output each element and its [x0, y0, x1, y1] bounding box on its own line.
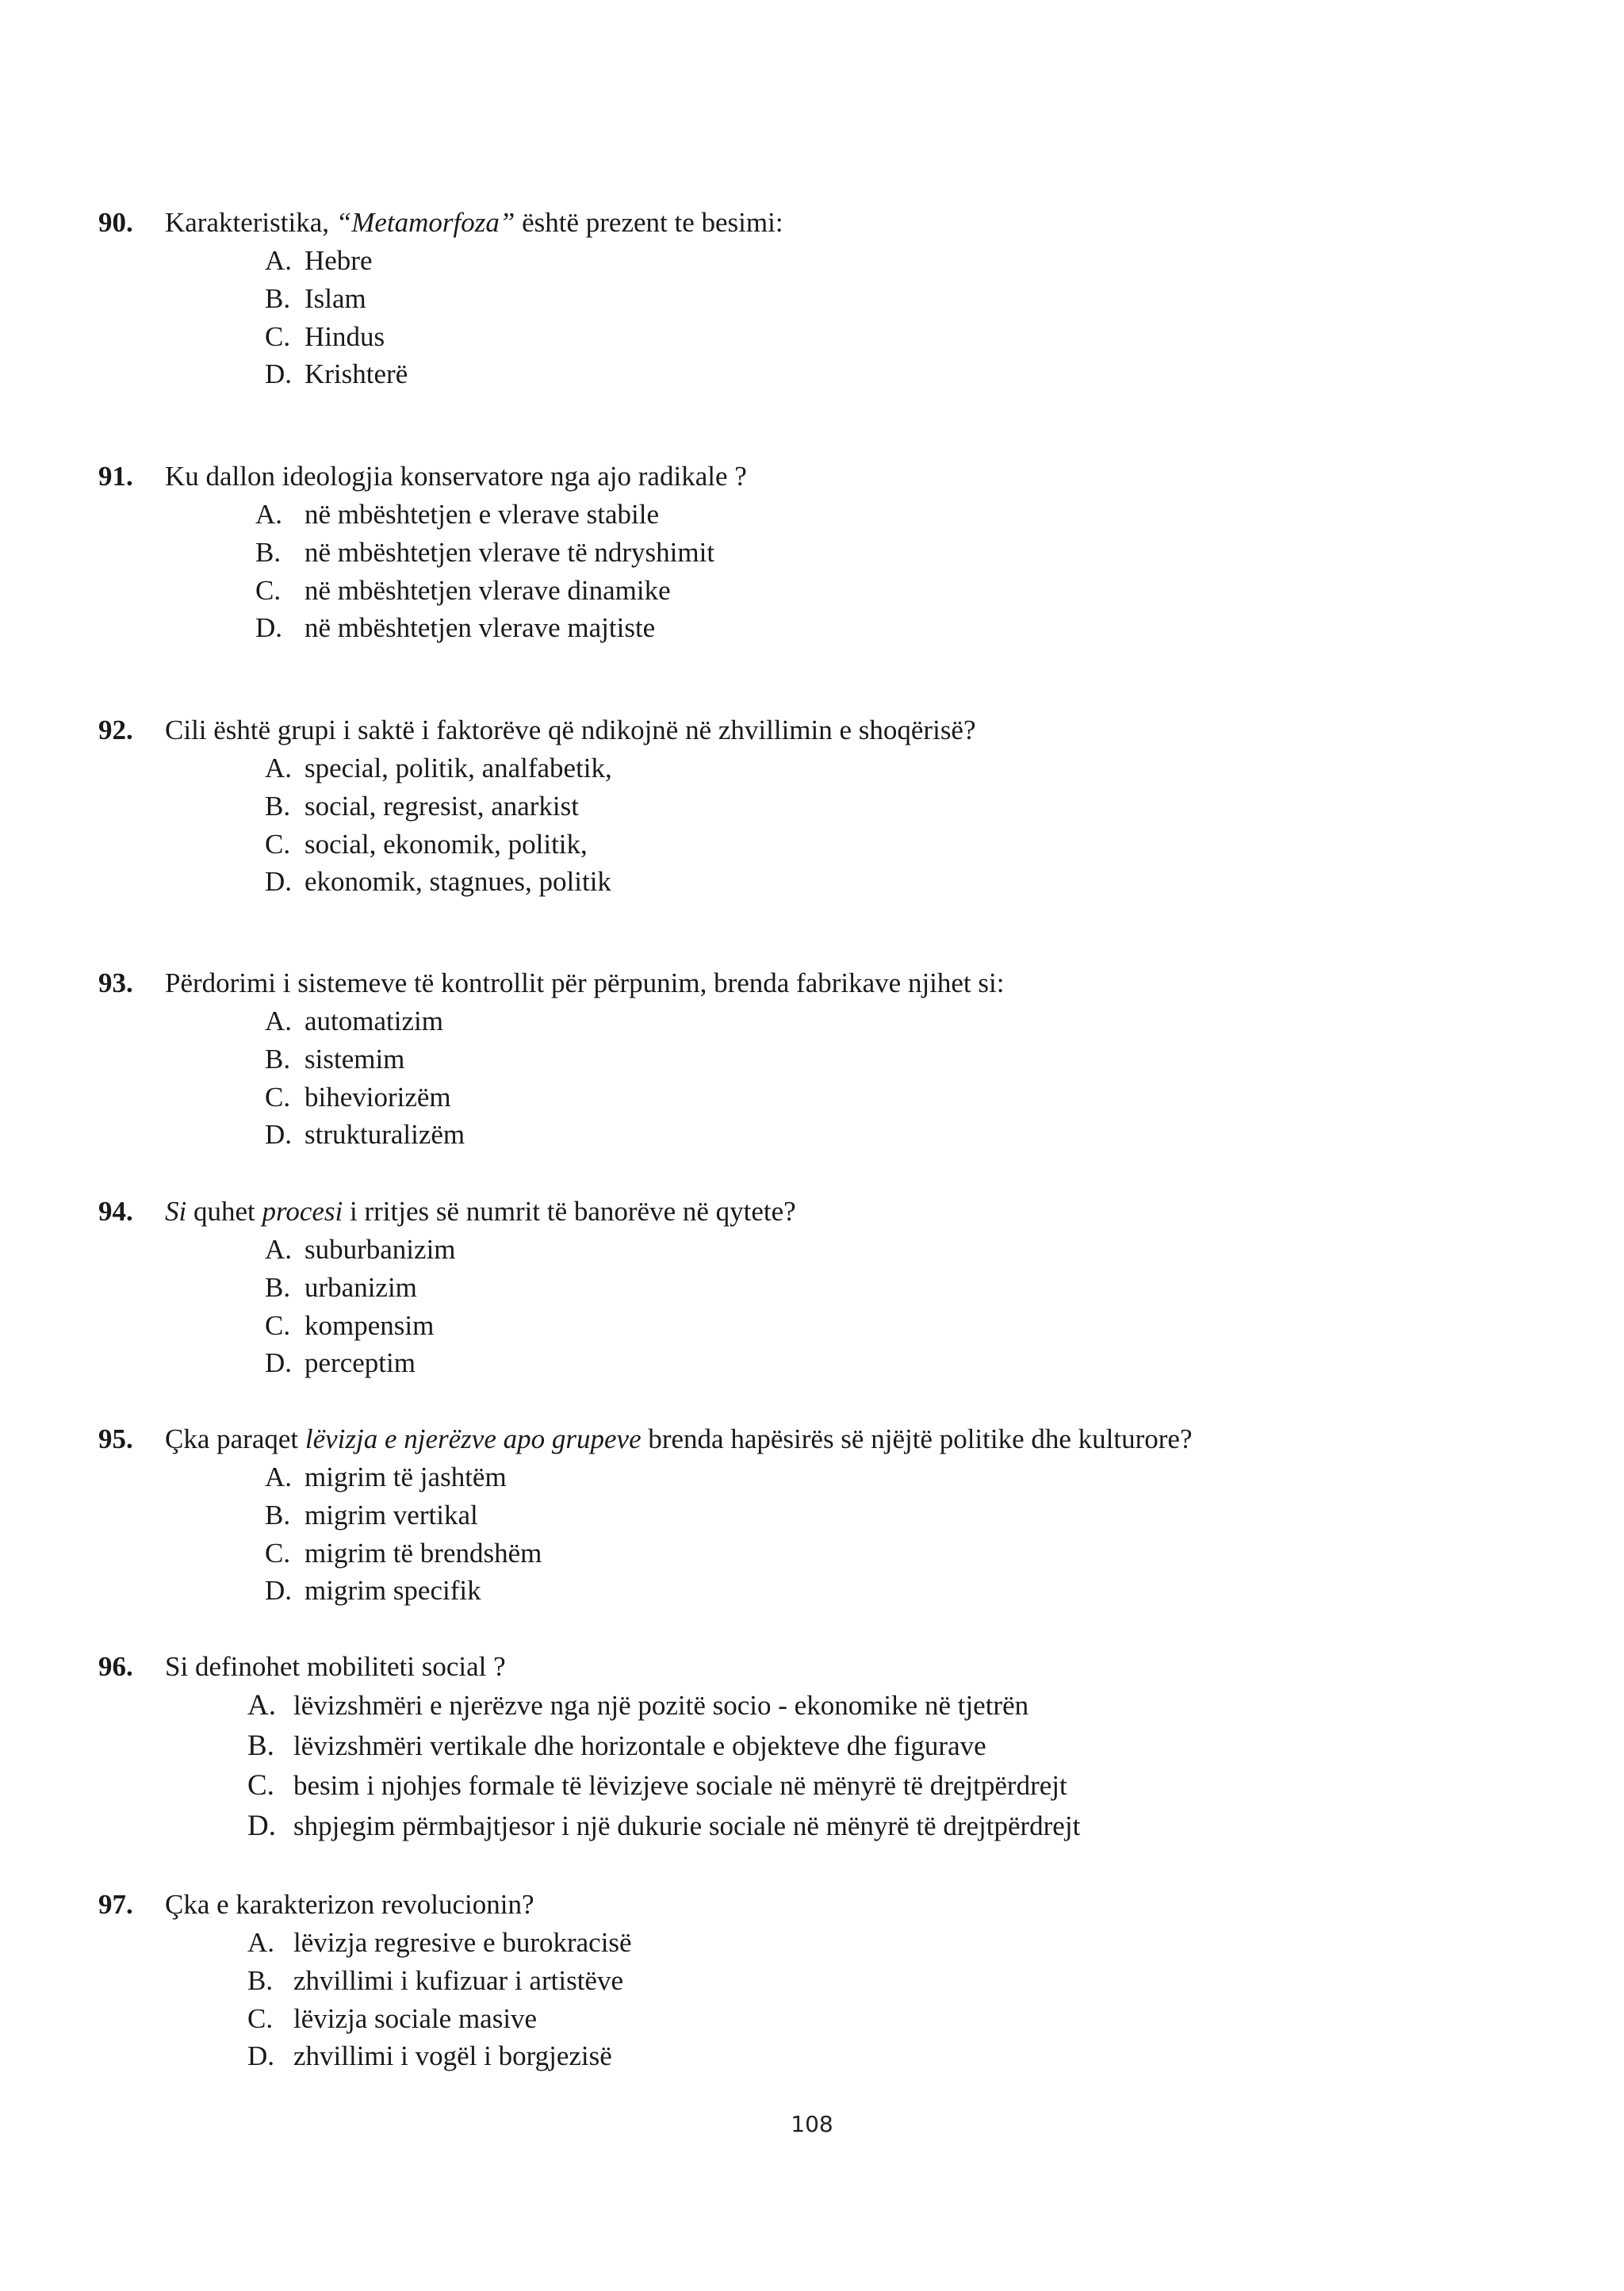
option-letter: A.: [265, 1462, 293, 1492]
question-text-part: Çka paraqet: [165, 1423, 305, 1454]
question-stem: [0, 1648, 1624, 1686]
option-text: lëvizshmëri vertikale dhe horizontale e objekteve dhe figurave: [293, 1730, 986, 1761]
option-letter: A.: [247, 1689, 276, 1722]
option-letter: D.: [265, 1119, 293, 1151]
option-letter: B.: [265, 282, 291, 314]
option-b: [0, 1269, 1624, 1307]
option-text: ekonomik, stagnues, politik: [304, 866, 611, 898]
question-text: [165, 204, 783, 242]
option-text: perceptim: [304, 1347, 416, 1379]
question-96: [0, 1648, 1624, 1846]
option-letter: C.: [265, 828, 291, 860]
question-text: Cili është grupi i saktë i faktorëve që ndikojnë në zhvillimin e shoqërisë?: [165, 715, 976, 745]
option-d: [0, 2037, 1624, 2075]
question-number: 90.: [98, 207, 133, 238]
option-text: biheviorizëm: [304, 1081, 451, 1113]
option-b: [0, 1726, 1624, 1767]
option-letter: B.: [255, 536, 282, 568]
option-a: [0, 1686, 1624, 1726]
option-b: [0, 1962, 1624, 2000]
question-number: 91.: [98, 461, 133, 492]
option-a: [0, 749, 1624, 787]
option-letter: A.: [265, 245, 293, 276]
option-text: sistemim: [304, 1043, 405, 1075]
question-94: [0, 1193, 1624, 1382]
question-stem: [0, 204, 1624, 242]
question-text-part: i rritjes së numrit të banorëve në qytete?: [343, 1196, 796, 1227]
option-letter: C.: [247, 2002, 274, 2034]
question-text-part: brenda hapësirës së njëjtë politike dhe kulturore?: [641, 1423, 1193, 1454]
option-letter: D.: [247, 2040, 275, 2072]
option-text: zhvillimi i vogël i borgjezisë: [293, 2040, 612, 2072]
option-a: [0, 242, 1624, 280]
question-stem: [0, 458, 1624, 496]
option-text: suburbanizim: [304, 1234, 456, 1265]
option-text: kompensim: [304, 1309, 435, 1341]
option-letter: C.: [265, 1309, 291, 1341]
option-letter: B.: [265, 1271, 291, 1303]
option-text: zhvillimi i kufizuar i artistëve: [293, 1964, 623, 1996]
option-text: në mbështetjen vlerave të ndryshimit: [304, 536, 715, 568]
option-text: besim i njohjes formale të lëvizjeve sociale në mënyrë të drejtpërdrejt: [293, 1770, 1067, 1801]
question-number: 93.: [98, 967, 133, 998]
question-text-italic: Si: [165, 1196, 187, 1227]
question-text-italic: procesi: [262, 1196, 343, 1227]
question-97: [0, 1886, 1624, 2075]
option-text: migrim të brendshëm: [304, 1537, 542, 1569]
option-text: lëvizja sociale masive: [293, 2002, 538, 2034]
option-c: [0, 826, 1624, 864]
question-90: [0, 204, 1624, 393]
option-letter: A.: [255, 499, 283, 530]
option-c: [0, 1078, 1624, 1117]
option-letter: C.: [265, 320, 291, 352]
page-number: 108: [791, 2111, 833, 2137]
question-text: Përdorimi i sistemeve të kontrollit për përpunim, brenda fabrikave njihet si:: [165, 967, 1005, 998]
question-number: 92.: [98, 715, 133, 745]
option-d: [0, 1806, 1624, 1847]
option-a: [0, 1924, 1624, 1962]
option-text: migrim specifik: [304, 1575, 481, 1607]
question-text: Çka e karakterizon revolucionin?: [165, 1889, 534, 1920]
question-number: 95.: [98, 1423, 133, 1454]
option-letter: D.: [247, 1809, 276, 1842]
option-letter: C.: [265, 1537, 291, 1569]
option-letter: C.: [255, 574, 282, 606]
option-d: [0, 609, 1624, 647]
option-d: [0, 863, 1624, 901]
question-number: 96.: [98, 1651, 133, 1682]
option-letter: D.: [265, 1575, 293, 1607]
option-letter: B.: [265, 1499, 291, 1531]
question-stem: [0, 1420, 1624, 1458]
option-text: urbanizim: [304, 1271, 417, 1303]
question-stem: [0, 711, 1624, 749]
question-91: [0, 458, 1624, 647]
question-text-part: Karakteristika,: [165, 207, 336, 238]
option-d: [0, 355, 1624, 393]
question-number: 97.: [98, 1889, 133, 1920]
option-text: në mbështetjen vlerave majtiste: [304, 612, 656, 644]
option-letter: D.: [265, 1347, 293, 1379]
option-letter: A.: [265, 1006, 293, 1036]
option-a: [0, 1002, 1624, 1040]
option-letter: B.: [265, 790, 291, 822]
option-text: Islam: [304, 282, 366, 314]
option-text: Krishterë: [304, 358, 408, 390]
option-c: [0, 1766, 1624, 1806]
option-letter: A.: [265, 1234, 293, 1265]
option-b: [0, 1040, 1624, 1078]
option-c: [0, 1307, 1624, 1345]
option-d: [0, 1572, 1624, 1610]
option-letter: A.: [265, 753, 293, 783]
question-text-italic: “Metamorfoza”: [335, 207, 515, 238]
question-text-italic: lëvizja e njerëzve apo grupeve: [304, 1423, 642, 1454]
option-text: Hindus: [304, 320, 385, 352]
option-letter: B.: [265, 1043, 291, 1075]
option-text: migrim vertikal: [304, 1499, 478, 1531]
question-text: [165, 1193, 796, 1231]
option-text: shpjegim përmbajtjesor i një dukurie sociale në mënyrë të drejtpërdrejt: [293, 1810, 1081, 1841]
option-letter: D.: [255, 612, 283, 644]
question-text: [165, 1420, 1193, 1458]
option-c: [0, 318, 1624, 356]
option-letter: B.: [247, 1729, 274, 1762]
option-text: lëvizshmëri e njerëzve nga një pozitë socio - ekonomike në tjetrën: [293, 1690, 1029, 1721]
option-letter: C.: [265, 1081, 291, 1113]
option-letter: A.: [247, 1927, 275, 1958]
question-number: 94.: [98, 1196, 133, 1227]
question-stem: [0, 964, 1624, 1002]
question-92: [0, 711, 1624, 901]
option-text: lëvizja regresive e burokracisë: [293, 1927, 632, 1958]
option-b: [0, 787, 1624, 826]
option-d: [0, 1116, 1624, 1154]
question-95: [0, 1420, 1624, 1610]
question-93: [0, 964, 1624, 1154]
option-text: Hebre: [304, 245, 373, 276]
option-b: [0, 534, 1624, 572]
question-text-part: është prezent te besimi:: [515, 207, 783, 238]
option-c: [0, 1534, 1624, 1573]
option-d: [0, 1344, 1624, 1382]
option-a: [0, 496, 1624, 534]
option-text: social, ekonomik, politik,: [304, 828, 588, 860]
option-text: social, regresist, anarkist: [304, 790, 580, 822]
option-c: [0, 2000, 1624, 2038]
option-text: në mbështetjen vlerave dinamike: [304, 574, 671, 606]
option-letter: D.: [265, 358, 293, 390]
option-a: [0, 1458, 1624, 1496]
option-text: special, politik, analfabetik,: [304, 753, 612, 783]
question-text: Si definohet mobiliteti social ?: [165, 1651, 506, 1682]
option-b: [0, 1496, 1624, 1534]
option-text: në mbështetjen e vlerave stabile: [304, 499, 660, 530]
option-text: migrim të jashtëm: [304, 1462, 507, 1492]
question-text: Ku dallon ideologjia konservatore nga ajo radikale ?: [165, 461, 747, 492]
option-text: strukturalizëm: [304, 1119, 465, 1151]
option-letter: D.: [265, 866, 293, 898]
option-c: [0, 572, 1624, 610]
option-letter: B.: [247, 1964, 274, 1996]
question-text-part: quhet: [186, 1196, 262, 1227]
question-stem: [0, 1193, 1624, 1231]
option-text: automatizim: [304, 1006, 443, 1036]
option-b: [0, 280, 1624, 318]
question-stem: [0, 1886, 1624, 1924]
option-letter: C.: [247, 1769, 274, 1802]
option-a: [0, 1231, 1624, 1269]
